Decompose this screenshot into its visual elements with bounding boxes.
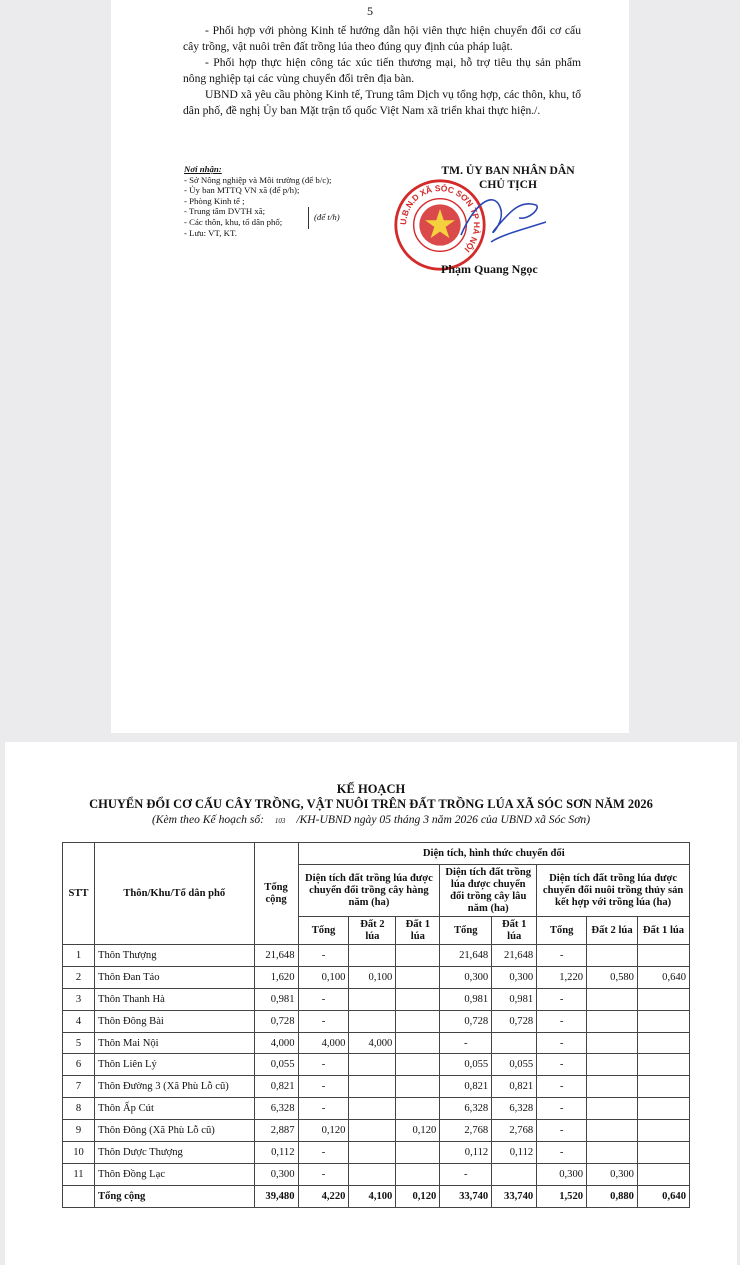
table-cell [349, 1120, 396, 1142]
plan-reference [5, 813, 737, 826]
header-tong: Tổng [440, 917, 492, 945]
recipient-item: - Phòng Kinh tế ; [184, 195, 245, 206]
table-cell: 2,768 [492, 1120, 537, 1142]
reference-post: /KH-UBND ngày 05 tháng 3 năm 2026 của UBND xã Sóc Sơn) [296, 813, 591, 826]
table-cell [396, 966, 440, 988]
table-cell: - [537, 1010, 587, 1032]
header-tong: Tổng [298, 917, 349, 945]
table-cell: 4 [63, 1010, 95, 1032]
recipient-item: - Ủy ban MTTQ VN xã (để p/h); [184, 185, 300, 196]
table-cell: 0,821 [440, 1076, 492, 1098]
table-cell: Thôn Ấp Cút [94, 1098, 254, 1120]
table-cell: 0,728 [440, 1010, 492, 1032]
table-cell: Thôn Đồng Lạc [94, 1163, 254, 1185]
table-cell: 1,520 [537, 1185, 587, 1207]
table-cell [349, 1054, 396, 1076]
table-cell: 6,328 [492, 1098, 537, 1120]
signature-line2: CHỦ TỊCH [478, 178, 538, 191]
table-cell: 0,981 [254, 988, 298, 1010]
table-cell [349, 1076, 396, 1098]
table-cell [396, 1032, 440, 1054]
header-dat1: Đất 1 lúa [492, 917, 537, 945]
table-cell: - [298, 1142, 349, 1164]
table-cell: Thôn Đan Tảo [94, 966, 254, 988]
table-cell: 0,981 [440, 988, 492, 1010]
table-cell: 0,112 [254, 1142, 298, 1164]
table-cell: 1,220 [537, 966, 587, 988]
table-cell: 0,055 [254, 1054, 298, 1076]
table-cell: 2,887 [254, 1120, 298, 1142]
table-cell [396, 1076, 440, 1098]
table-cell: 6 [63, 1054, 95, 1076]
table-cell: - [440, 1032, 492, 1054]
document-page-5 [111, 0, 629, 733]
plan-subtitle: CHUYỂN ĐỔI CƠ CẤU CÂY TRỒNG, VẬT NUÔI TRÊN ĐẤT TRỒNG LÚA XÃ SÓC SƠN NĂM 2026 [89, 797, 653, 811]
table-cell [587, 1054, 638, 1076]
table-cell: Thôn Liên Lý [94, 1054, 254, 1076]
header-annual-crops: Diện tích đất trồng lúa được chuyển đổi trồng cây hàng năm (ha) [298, 865, 440, 917]
table-row [63, 966, 690, 988]
document-page-plan [5, 742, 737, 1265]
table-cell: Thôn Thanh Hà [94, 988, 254, 1010]
paragraph: - Phối hợp thực hiện công tác xúc tiến thương mại, hỗ trợ tiêu thụ sản phẩm nông nghiệp tại các vùng chuyển đổi trên địa bàn. [183, 56, 581, 85]
table-row [63, 1032, 690, 1054]
table-cell [637, 945, 689, 967]
table-cell: 0,112 [492, 1142, 537, 1164]
table-row [63, 1142, 690, 1164]
header-total: Tổng cộng [254, 843, 298, 945]
for-action-note: (để t/h) [314, 212, 340, 222]
table-cell: Thôn Dược Thượng [94, 1142, 254, 1164]
table-cell [396, 1163, 440, 1185]
table-cell: 1,620 [254, 966, 298, 988]
table-cell [587, 1142, 638, 1164]
table-cell [587, 988, 638, 1010]
table-cell: 3 [63, 988, 95, 1010]
header-aquaculture: Diện tích đất trồng lúa được chuyển đổi nuôi trồng thủy sản kết hợp với trồng lúa (ha) [537, 865, 690, 917]
table-cell: 0,120 [396, 1185, 440, 1207]
table-cell: 21,648 [440, 945, 492, 967]
table-cell: Thôn Đường 3 (Xã Phù Lỗ cũ) [94, 1076, 254, 1098]
recipient-item: - Các thôn, khu, tổ dân phố; [184, 216, 283, 227]
table-cell [637, 1120, 689, 1142]
table-cell: 0,055 [492, 1054, 537, 1076]
table-cell: 0,112 [440, 1142, 492, 1164]
table-cell: - [537, 1142, 587, 1164]
table-cell: Tổng cộng [94, 1185, 254, 1207]
table-row [63, 1010, 690, 1032]
table-cell: 9 [63, 1120, 95, 1142]
table-cell [396, 1010, 440, 1032]
bracket-line [308, 207, 309, 229]
table-cell: 4,100 [349, 1185, 396, 1207]
header-stt: STT [63, 843, 95, 945]
table-cell: 0,981 [492, 988, 537, 1010]
table-cell: 6,328 [254, 1098, 298, 1120]
table-cell: 8 [63, 1098, 95, 1120]
table-cell: 33,740 [440, 1185, 492, 1207]
recipients-title: Nơi nhận: [184, 164, 222, 174]
plan-title: KẾ HOẠCH [336, 782, 406, 796]
table-cell: 4,000 [254, 1032, 298, 1054]
table-row [63, 1120, 690, 1142]
table-cell [396, 1098, 440, 1120]
table-cell [587, 945, 638, 967]
table-cell [492, 1163, 537, 1185]
table-cell: 10 [63, 1142, 95, 1164]
table-cell [396, 988, 440, 1010]
table-cell: 0,728 [254, 1010, 298, 1032]
table-cell [587, 1032, 638, 1054]
table-cell: Thôn Thượng [94, 945, 254, 967]
recipient-item: - Trung tâm DVTH xã; [184, 206, 266, 217]
table-cell: 0,120 [298, 1120, 349, 1142]
table-cell: 39,480 [254, 1185, 298, 1207]
header-perennial-crops: Diện tích đất trồng lúa được chuyển đổi trồng cây lâu năm (ha) [440, 865, 537, 917]
header-group: Diện tích, hình thức chuyển đổi [298, 843, 689, 865]
table-cell: 11 [63, 1163, 95, 1185]
table-cell: - [537, 1120, 587, 1142]
signature-line1: TM. ỦY BAN NHÂN DÂN [441, 164, 575, 177]
table-cell [587, 1098, 638, 1120]
table-cell: 0,100 [298, 966, 349, 988]
page-number: 5 [367, 4, 373, 18]
table-row [63, 1098, 690, 1120]
table-cell [587, 1010, 638, 1032]
table-cell [396, 945, 440, 967]
table-cell: 0,300 [440, 966, 492, 988]
table-cell [637, 1098, 689, 1120]
body-text [183, 23, 581, 119]
table-cell: - [298, 1054, 349, 1076]
table-cell: 2 [63, 966, 95, 988]
table-cell: - [537, 1098, 587, 1120]
table-cell [637, 1032, 689, 1054]
recipients-block [184, 164, 384, 238]
header-dat1: Đất 1 lúa [637, 917, 689, 945]
table-cell: - [537, 945, 587, 967]
total-row [63, 1185, 690, 1207]
table-cell: - [440, 1163, 492, 1185]
table-cell: 2,768 [440, 1120, 492, 1142]
table-cell: 33,740 [492, 1185, 537, 1207]
table-cell [63, 1185, 95, 1207]
header-dat1: Đất 1 lúa [396, 917, 440, 945]
table-cell: - [537, 988, 587, 1010]
table-cell: 4,000 [349, 1032, 396, 1054]
table-cell: 6,328 [440, 1098, 492, 1120]
plan-table-body [63, 945, 690, 1208]
table-cell: 0,728 [492, 1010, 537, 1032]
table-cell [637, 1054, 689, 1076]
table-cell: 0,640 [637, 966, 689, 988]
table-cell: 0,120 [396, 1120, 440, 1142]
table-cell: - [537, 1076, 587, 1098]
table-cell: - [298, 1163, 349, 1185]
table-cell [637, 1010, 689, 1032]
table-cell [637, 988, 689, 1010]
table-cell: 0,300 [254, 1163, 298, 1185]
table-cell: 0,821 [254, 1076, 298, 1098]
table-cell: 4,000 [298, 1032, 349, 1054]
table-cell: 0,880 [587, 1185, 638, 1207]
table-cell: 0,580 [587, 966, 638, 988]
reference-pre: (Kèm theo Kế hoạch số: [151, 813, 264, 826]
table-cell: 0,300 [537, 1163, 587, 1185]
table-cell: 7 [63, 1076, 95, 1098]
table-row [63, 1076, 690, 1098]
table-cell: 21,648 [254, 945, 298, 967]
table-cell: Thôn Mai Nội [94, 1032, 254, 1054]
table-cell: 0,300 [492, 966, 537, 988]
table-cell: - [298, 945, 349, 967]
table-cell: - [298, 1076, 349, 1098]
table-cell [349, 1098, 396, 1120]
table-cell: 0,640 [637, 1185, 689, 1207]
header-dat2: Đất 2 lúa [587, 917, 638, 945]
table-cell [637, 1142, 689, 1164]
header-name: Thôn/Khu/Tổ dân phố [94, 843, 254, 945]
table-cell: 1 [63, 945, 95, 967]
table-cell: Thôn Đông (Xã Phù Lỗ cũ) [94, 1120, 254, 1142]
table-cell [587, 1120, 638, 1142]
signer-name: Phạm Quang Ngọc [441, 262, 538, 276]
table-cell [349, 1010, 396, 1032]
table-cell [587, 1076, 638, 1098]
table-cell [349, 1142, 396, 1164]
table-cell: 21,648 [492, 945, 537, 967]
table-cell [349, 945, 396, 967]
table-row [63, 988, 690, 1010]
table-row [63, 1163, 690, 1185]
table-cell: - [298, 988, 349, 1010]
paragraph: - Phối hợp với phòng Kinh tế hướng dẫn hội viên thực hiện chuyển đổi cơ cấu cây trồng, vật nuôi trên đất trồng lúa theo đúng quy định của pháp luật. [183, 24, 581, 53]
table-cell: 0,821 [492, 1076, 537, 1098]
table-cell: - [537, 1032, 587, 1054]
table-cell: - [298, 1010, 349, 1032]
recipient-item: - Sở Nông nghiệp và Môi trường (để b/c); [184, 174, 332, 185]
table-cell: - [298, 1098, 349, 1120]
recipient-item: - Lưu: VT, KT. [184, 227, 237, 238]
table-cell [349, 988, 396, 1010]
table-row [63, 1054, 690, 1076]
table-cell [637, 1076, 689, 1098]
plan-table [62, 842, 690, 1208]
seal-text: U.B.N.D XÃ SÓC SƠN TP HÀ NỘI [398, 183, 482, 255]
table-cell: 0,100 [349, 966, 396, 988]
table-cell [492, 1032, 537, 1054]
table-cell [396, 1054, 440, 1076]
handwritten-signature-icon [441, 180, 551, 260]
table-cell: 4,220 [298, 1185, 349, 1207]
table-cell [349, 1163, 396, 1185]
table-cell: 0,300 [587, 1163, 638, 1185]
table-cell: Thôn Đông Bài [94, 1010, 254, 1032]
table-cell: - [537, 1054, 587, 1076]
table-row [63, 945, 690, 967]
table-cell [396, 1142, 440, 1164]
paragraph: UBND xã yêu cầu phòng Kinh tế, Trung tâm Dịch vụ tổng hợp, các thôn, khu, tổ dân phố, đề nghị Ủy ban Mặt trận tổ quốc Việt Nam xã triển khai thực hiện./. [183, 88, 581, 117]
header-tong: Tổng [537, 917, 587, 945]
table-cell [637, 1163, 689, 1185]
table-cell: 5 [63, 1032, 95, 1054]
header-dat2: Đất 2 lúa [349, 917, 396, 945]
reference-number: 103 [274, 817, 286, 825]
table-cell: 0,055 [440, 1054, 492, 1076]
